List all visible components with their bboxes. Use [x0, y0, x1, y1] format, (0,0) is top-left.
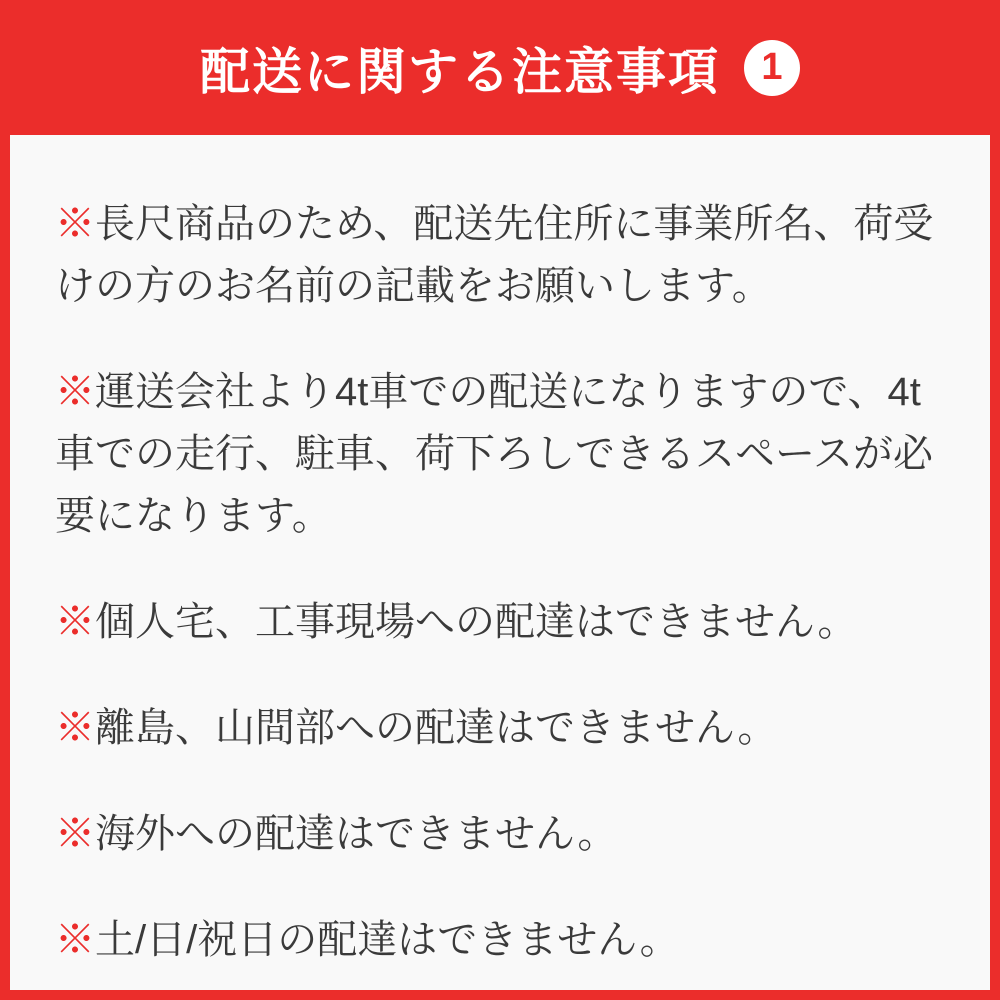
note-item-long-product	[55, 193, 946, 317]
note-line	[55, 697, 946, 759]
note-item-no-overseas	[55, 803, 946, 865]
note-text: 土/日/祝日の配達はできません。	[95, 918, 680, 962]
note-marker: ※	[55, 370, 95, 414]
note-line	[55, 591, 946, 653]
note-item-4t-truck	[55, 361, 946, 547]
note-text: 運送会社より4t車での配送になりますので、4t	[95, 370, 921, 414]
note-line	[55, 361, 946, 423]
note-marker: ※	[55, 812, 95, 856]
note-item-no-remote-islands	[55, 697, 946, 759]
note-item-no-private-homes	[55, 591, 946, 653]
page-title	[200, 32, 800, 104]
note-line	[55, 193, 946, 255]
number-one-badge-icon: 1	[744, 40, 800, 96]
note-line	[55, 803, 946, 865]
page-title-text: 配送に関する注意事項	[200, 43, 720, 100]
note-text: 長尺商品のため、配送先住所に事業所名、荷受	[95, 202, 934, 246]
notice-body-panel	[10, 135, 990, 990]
notice-header	[0, 0, 1000, 135]
note-text: 海外への配達はできません。	[95, 812, 618, 856]
note-marker: ※	[55, 202, 95, 246]
note-item-no-weekend-delivery	[55, 909, 946, 971]
note-text: 離島、山間部への配達はできません。	[95, 706, 778, 750]
note-marker: ※	[55, 918, 95, 962]
note-text: 個人宅、工事現場への配達はできません。	[95, 600, 858, 644]
note-line: 車での走行、駐車、荷下ろしできるスペースが必	[55, 432, 933, 476]
note-line	[55, 909, 946, 971]
note-line: 要になります。	[55, 494, 332, 538]
note-marker: ※	[55, 600, 95, 644]
note-marker: ※	[55, 706, 95, 750]
note-line: けの方のお名前の記載をお願いします。	[55, 264, 772, 308]
